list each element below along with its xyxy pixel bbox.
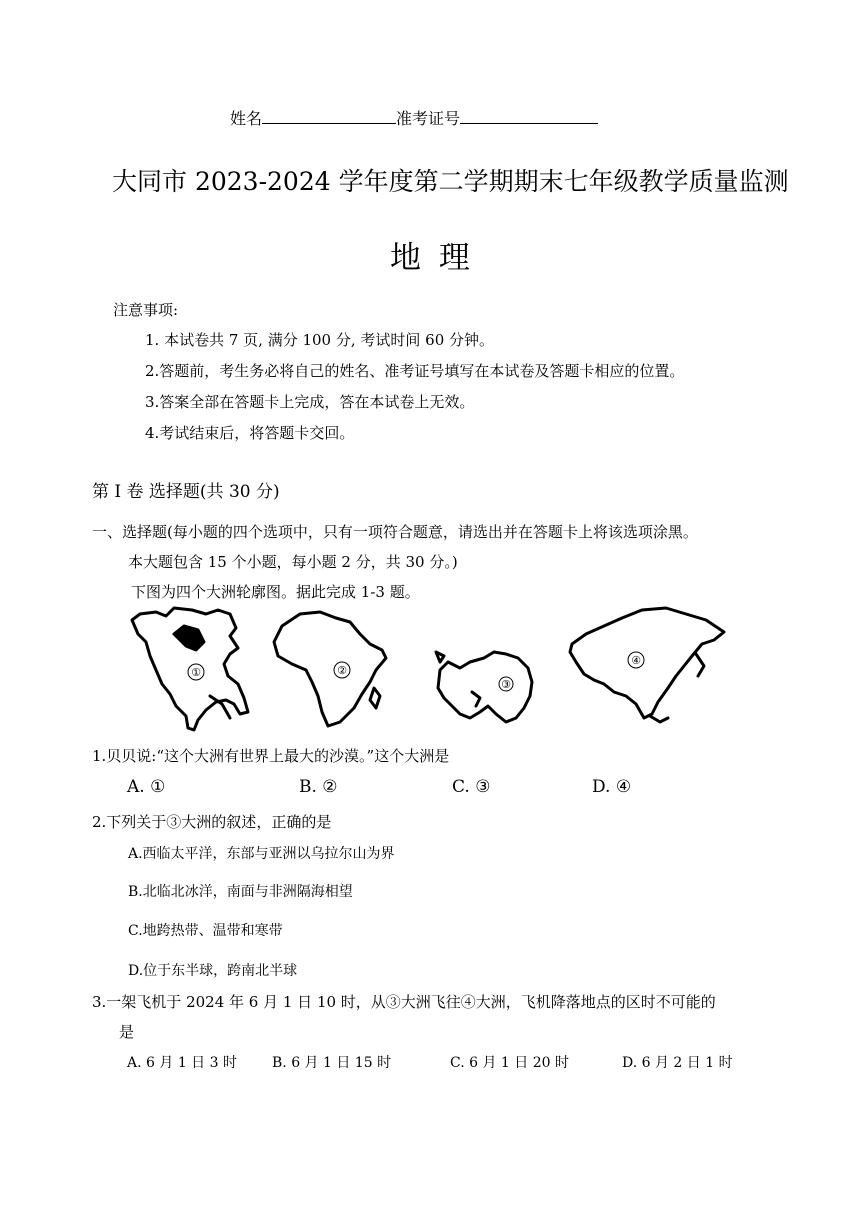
section-title: 第 I 卷 选择题(共 30 分) <box>92 482 280 502</box>
question-2-option-b[interactable]: B.北临北冰洋，南面与非洲隔海相望 <box>128 884 353 900</box>
question-3-option-d[interactable]: D. 6 月 2 日 1 时 <box>622 1055 733 1071</box>
question-2-option-c[interactable]: C.地跨热带、温带和寒带 <box>128 923 283 939</box>
exam-title: 大同市 2023-2024 学年度第二学期期末七年级教学质量监测 <box>112 167 789 196</box>
id-blank[interactable] <box>460 107 598 124</box>
notice-heading: 注意事项: <box>113 301 179 319</box>
notice-item-2: 2.答题前，考生务必将自己的姓名、准考证号填写在本试卷及答题卡相应的位置。 <box>145 362 685 380</box>
question-1-option-a[interactable]: A. ① <box>127 777 166 797</box>
continent-map-africa <box>270 608 394 730</box>
continent-label-1: ① <box>191 666 201 679</box>
notice-item-3: 3.答案全部在答题卡上完成，答在本试卷上无效。 <box>145 393 475 411</box>
question-3-stem-line1: 3.一架飞机于 2024 年 6 月 1 日 10 时，从③大洲飞往④大洲，飞机降落地点的区时不可能的 <box>92 993 716 1011</box>
question-1-option-c[interactable]: C. ③ <box>452 777 491 797</box>
continent-label-2: ② <box>337 664 347 677</box>
name-blank[interactable] <box>262 107 396 124</box>
part-instruction-line1: 一、选择题(每小题的四个选项中，只有一项符合题意，请选出并在答题卡上将该选项涂黑。 <box>92 523 698 541</box>
question-2-stem: 2.下列关于③大洲的叙述，正确的是 <box>92 813 332 831</box>
question-2-option-d[interactable]: D.位于东半球，跨南北半球 <box>128 963 298 979</box>
continent-label-3: ③ <box>501 678 511 691</box>
question-1-option-d[interactable]: D. ④ <box>592 777 632 797</box>
question-3-option-b[interactable]: B. 6 月 1 日 15 时 <box>272 1055 392 1071</box>
id-label: 准考证号 <box>396 109 461 128</box>
continent-label-4: ④ <box>631 654 641 667</box>
continent-map-europe <box>432 648 536 726</box>
question-3-option-c[interactable]: C. 6 月 1 日 20 时 <box>450 1055 569 1071</box>
notice-item-1: 1. 本试卷共 7 页, 满分 100 分, 考试时间 60 分钟。 <box>145 331 495 349</box>
header-line <box>230 106 598 129</box>
continent-map-asia <box>564 604 732 728</box>
notice-item-4: 4.考试结束后，将答题卡交回。 <box>145 424 355 442</box>
question-3-option-a[interactable]: A. 6 月 1 日 3 时 <box>127 1055 237 1071</box>
question-1-stem: 1.贝贝说:“这个大洲有世界上最大的沙漠。”这个大洲是 <box>92 747 450 765</box>
name-label: 姓名 <box>230 109 263 128</box>
subject-title: 地 理 <box>390 240 474 276</box>
part-instruction-line2: 本大题包含 15 个小题，每小题 2 分，共 30 分。) <box>128 553 458 571</box>
question-3-stem-line2: 是 <box>119 1023 135 1041</box>
continent-map-north-america <box>126 606 256 732</box>
question-1-option-b[interactable]: B. ② <box>299 777 338 797</box>
map-intro: 下图为四个大洲轮廓图。据此完成 1-3 题。 <box>131 583 420 601</box>
question-2-option-a[interactable]: A.西临太平洋，东部与亚洲以乌拉尔山为界 <box>128 846 395 862</box>
